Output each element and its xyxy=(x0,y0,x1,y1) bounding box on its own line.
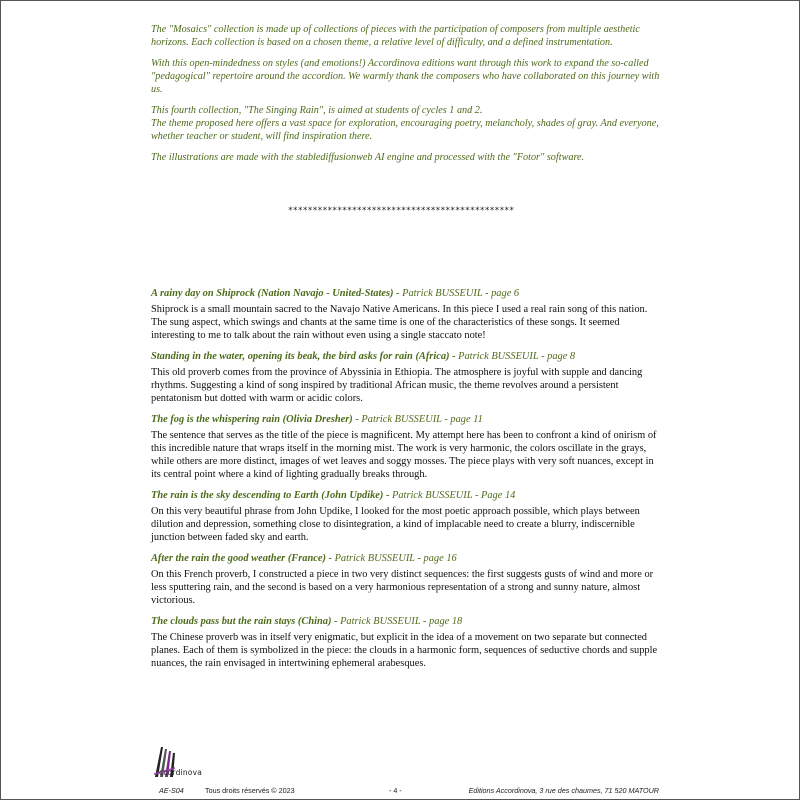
piece-heading xyxy=(151,413,661,426)
piece-heading xyxy=(151,287,661,300)
intro-paragraph-3: This fourth collection, "The Singing Rain", is aimed at students of cycles 1 and 2. xyxy=(151,105,483,116)
footer-code: AE-S04 xyxy=(159,786,184,795)
intro-section xyxy=(151,23,661,172)
piece-heading xyxy=(151,552,661,565)
page-footer xyxy=(1,739,800,799)
piece-item xyxy=(151,615,661,670)
piece-title: The rain is the sky descending to Earth (John Updike) - xyxy=(151,490,390,501)
piece-credit: Patrick BUSSEUIL - page 18 xyxy=(337,616,463,627)
separator-stars: ********************************************** xyxy=(287,206,515,216)
pieces-list xyxy=(151,287,661,678)
piece-title: A rainy day on Shiprock (Nation Navajo - United-States) - xyxy=(151,288,400,299)
piece-description: On this very beautiful phrase from John Updike, I looked for the most poetic approach possible, which plays between dilution and depression, something close to disintegration, a kind of implacable need to create a blurry, indiscernible junction between faded sky and earth. xyxy=(151,506,640,543)
piece-item xyxy=(151,489,661,544)
accordinova-logo-icon xyxy=(151,743,211,783)
piece-item xyxy=(151,287,661,342)
piece-item xyxy=(151,350,661,405)
piece-heading xyxy=(151,615,661,628)
piece-title: After the rain the good weather (France) - xyxy=(151,553,332,564)
piece-description: The Chinese proverb was in itself very enigmatic, but explicit in the idea of a movement on two separate but connected planes. Each of them is symbolized in the piece: the clouds in a harmonic form, sequences of seductive chords and supple nuances, the rain envisaged in intertwining ephemeral arabesques. xyxy=(151,632,658,669)
page-number: - 4 - xyxy=(389,786,402,795)
footer-address: Editions Accordinova, 3 rue des chaumes, 71 520 MATOUR xyxy=(468,786,659,795)
footer-rights: Tous droits réservés © 2023 xyxy=(205,786,295,795)
piece-description: Shiprock is a small mountain sacred to the Navajo Native Americans. In this piece I used a real rain song of this nation. The sung aspect, which swings and chants at the same time is one of the characteristics of these songs. It seemed interesting to me to talk about the rain without even using a single staccato note! xyxy=(151,304,648,341)
intro-paragraph-2: With this open-mindedness on styles (and emotions!) Accordinova editions want through this work to expand the so-called "pedagogical" repertoire around the accordion. We warmly thank the composers who have collaborated on this journey with us. xyxy=(151,58,660,95)
piece-credit: Patrick BUSSEUIL - page 6 xyxy=(399,288,520,299)
piece-title: The clouds pass but the rain stays (China) - xyxy=(151,616,338,627)
piece-credit: Patrick BUSSEUIL - page 11 xyxy=(358,414,483,425)
piece-title: The fog is the whispering rain (Olivia Dresher) - xyxy=(151,414,359,425)
piece-item xyxy=(151,552,661,607)
piece-credit: Patrick BUSSEUIL - page 16 xyxy=(331,553,457,564)
piece-item xyxy=(151,413,661,481)
logo-wordmark: ccordinova xyxy=(159,768,203,777)
piece-description: This old proverb comes from the province of Abyssinia in Ethiopia. The atmosphere is joyful with supple and dancing rhythms. Suggesting a kind of song inspired by traditional African music, the theme revolves around a persistent pentatonism but dotted with warm or acidic colors. xyxy=(151,367,643,404)
piece-credit: Patrick BUSSEUIL - page 8 xyxy=(455,351,576,362)
piece-description: The sentence that serves as the title of the piece is magnificent. My attempt here has been to confront a kind of onirism of this incredible nature that wraps itself in the morning mist. The work is very harmonic, the colors oscillate in the grays, while others are more distinct, images of wet leaves and soggy mosses. The piece plays with very soft nuances, except in its central point where a kind of lighting gradually breaks through. xyxy=(151,430,657,480)
piece-credit: Patrick BUSSEUIL - Page 14 xyxy=(389,490,516,501)
intro-paragraph-4: The theme proposed here offers a vast space for exploration, encouraging poetry, melancholy, shades of gray. And everyone, whether teacher or student, will find inspiration there. xyxy=(151,118,659,142)
intro-paragraph-1: The "Mosaics" collection is made up of collections of pieces with the participation of composers from multiple aesthetic horizons. Each collection is based on a chosen theme, a relative level of difficulty, and a defined instrumentation. xyxy=(151,24,640,48)
intro-paragraph-5: The illustrations are made with the stablediffusionweb AI engine and processed with the "Fotor" software. xyxy=(151,152,585,163)
piece-heading xyxy=(151,489,661,502)
piece-description: On this French proverb, I constructed a piece in two very distinct sequences: the first suggests gusts of wind and more or less sputtering rain, and the second is based on a very harmonious representation of a strong and sunny nature, almost victorious. xyxy=(151,569,654,606)
piece-heading xyxy=(151,350,661,363)
piece-title: Standing in the water, opening its beak, the bird asks for rain (Africa) - xyxy=(151,351,456,362)
